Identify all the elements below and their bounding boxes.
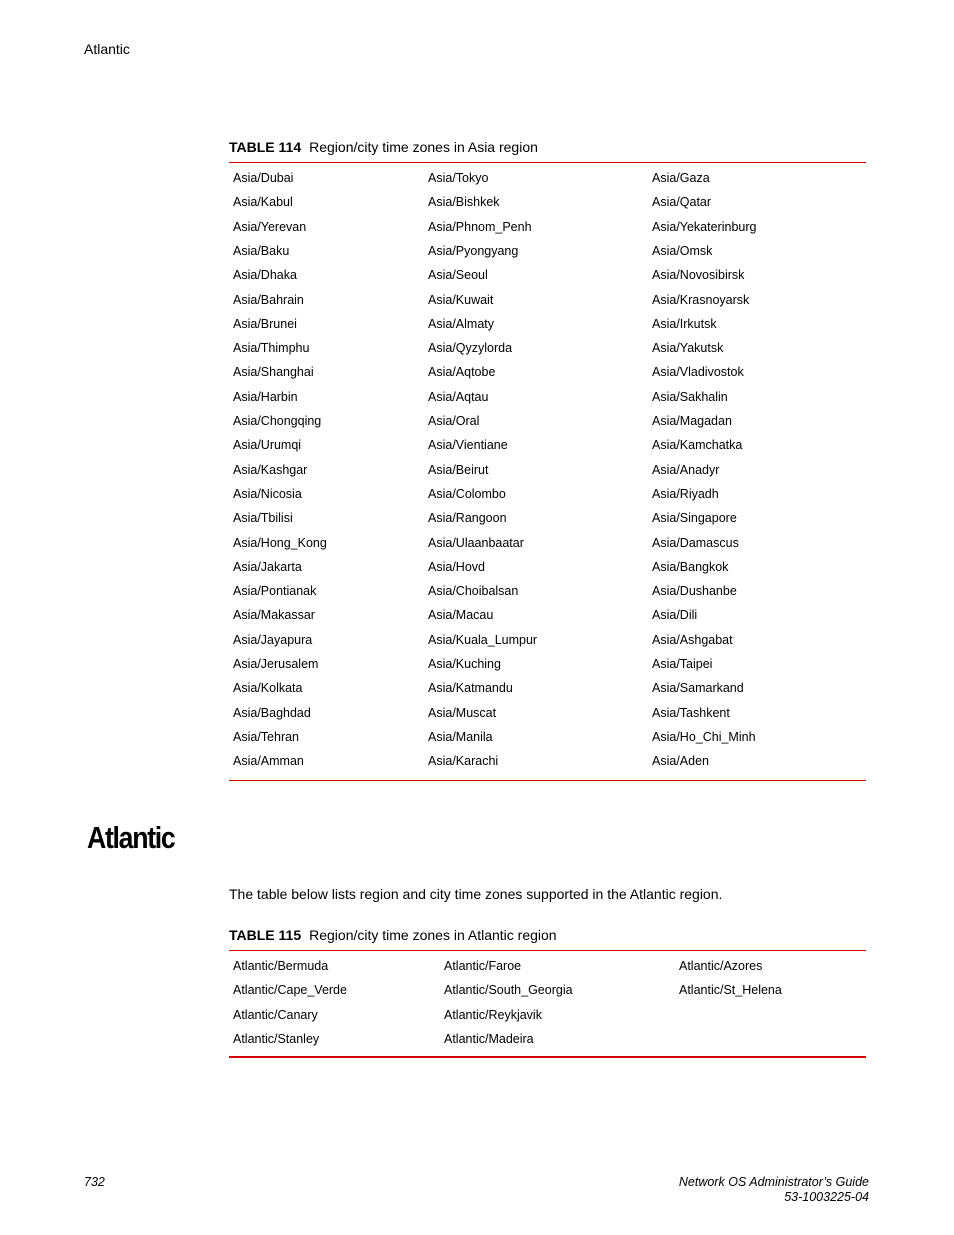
- table-cell: Asia/Phnom_Penh: [428, 219, 532, 234]
- table-row: [0, 268, 954, 292]
- table-cell: Asia/Kuala_Lumpur: [428, 632, 538, 647]
- table-cell: Asia/Shanghai: [233, 365, 314, 380]
- page-number: 732: [84, 1175, 105, 1189]
- table-cell: Asia/Yerevan: [233, 219, 307, 234]
- table-cell: Asia/Choibalsan: [428, 584, 519, 599]
- table-cell: Asia/Sakhalin: [652, 389, 728, 404]
- table-cell: Asia/Ulaanbaatar: [428, 535, 524, 550]
- table-cell: Asia/Macau: [428, 608, 494, 623]
- table-cell: Asia/Singapore: [652, 511, 737, 526]
- table-cell: Atlantic/St_Helena: [679, 983, 782, 998]
- table-cell: Asia/Colombo: [428, 486, 506, 501]
- footer-doc-title: Network OS Administrator’s Guide: [678, 1175, 869, 1189]
- table-cell: Asia/Vladivostok: [652, 365, 744, 380]
- table-cell: Atlantic/Stanley: [233, 1031, 320, 1046]
- table-cell: Asia/Aden: [652, 754, 709, 769]
- table-cell: Atlantic/Madeira: [444, 1031, 534, 1046]
- table-row: [0, 560, 954, 584]
- table-cell: Asia/Ho_Chi_Minh: [652, 729, 756, 744]
- table-row: [0, 608, 954, 632]
- table-cell: Asia/Manila: [428, 729, 493, 744]
- table-cell: Asia/Tokyo: [428, 171, 489, 185]
- footer-doc-number: 53-1003225-04: [784, 1190, 869, 1204]
- table-cell: Asia/Kolkata: [233, 681, 303, 696]
- table-cell: Asia/Amman: [233, 754, 304, 769]
- table-cell: Asia/Dushanbe: [652, 584, 737, 599]
- table-cell: Asia/Ashgabat: [652, 632, 733, 647]
- table-cell: Asia/Samarkand: [652, 681, 744, 696]
- table-row: [0, 438, 954, 462]
- table-cell: Asia/Krasnoyarsk: [652, 292, 750, 307]
- table-cell: Asia/Gaza: [652, 171, 710, 185]
- table-114-top-rule: [229, 162, 866, 163]
- table-cell: Asia/Vientiane: [428, 438, 508, 453]
- table-row: [0, 584, 954, 608]
- table-row: [0, 365, 954, 389]
- table-row: [0, 657, 954, 681]
- table-cell: Asia/Almaty: [428, 316, 494, 331]
- table-115-label: TABLE 115: [229, 927, 302, 943]
- table-cell: Asia/Irkutsk: [652, 316, 717, 331]
- section-title: Atlantic: [87, 820, 175, 855]
- table-cell: Asia/Tbilisi: [233, 511, 293, 526]
- section-intro: The table below lists region and city time zones supported in the Atlantic region.: [229, 886, 723, 902]
- table-cell: Asia/Pyongyang: [428, 243, 519, 258]
- table-cell: Atlantic/Azores: [679, 959, 763, 973]
- table-cell: Asia/Bangkok: [652, 559, 729, 574]
- table-row: [0, 341, 954, 365]
- table-cell: Asia/Tehran: [233, 729, 300, 744]
- table-row: [0, 293, 954, 317]
- table-cell: Asia/Kashgar: [233, 462, 308, 477]
- table-cell: Asia/Pontianak: [233, 584, 317, 599]
- table-114-caption: [229, 139, 538, 155]
- table-115-title: Region/city time zones in Atlantic region: [309, 927, 557, 943]
- table-row: [0, 220, 954, 244]
- table-cell: Asia/Katmandu: [428, 681, 513, 696]
- table-cell: Asia/Bahrain: [233, 292, 304, 307]
- table-cell: Asia/Omsk: [652, 243, 713, 258]
- table-115-top-rule: [229, 950, 866, 951]
- table-cell: Asia/Karachi: [428, 754, 499, 769]
- table-cell: Asia/Muscat: [428, 705, 497, 720]
- table-row: [0, 487, 954, 511]
- table-115-caption: [229, 927, 557, 943]
- table-114-title: Region/city time zones in Asia region: [309, 139, 538, 155]
- table-cell: Atlantic/South_Georgia: [444, 983, 573, 998]
- table-cell: Asia/Nicosia: [233, 486, 302, 501]
- table-cell: Asia/Kabul: [233, 195, 293, 210]
- table-row: [0, 536, 954, 560]
- table-cell: Asia/Kuching: [428, 657, 501, 671]
- table-cell: Asia/Aqtobe: [428, 365, 496, 380]
- table-cell: Atlantic/Faroe: [444, 959, 522, 973]
- table-row: [0, 706, 954, 730]
- table-cell: Asia/Dubai: [233, 171, 294, 185]
- table-row: [0, 983, 954, 1007]
- table-cell: Asia/Harbin: [233, 389, 298, 404]
- table-cell: Asia/Oral: [428, 414, 480, 428]
- table-cell: Asia/Qatar: [652, 195, 712, 210]
- table-row: [0, 1008, 954, 1032]
- table-cell: Asia/Damascus: [652, 535, 739, 550]
- table-cell: Asia/Anadyr: [652, 462, 720, 477]
- table-cell: Asia/Baku: [233, 243, 290, 258]
- table-cell: Atlantic/Bermuda: [233, 959, 329, 973]
- table-cell: Asia/Hong_Kong: [233, 535, 327, 550]
- table-row: [0, 244, 954, 268]
- table-cell: Asia/Tashkent: [652, 705, 730, 720]
- table-cell: Atlantic/Reykjavik: [444, 1007, 542, 1022]
- table-cell: Asia/Chongqing: [233, 414, 322, 428]
- table-row: [0, 171, 954, 195]
- table-cell: Asia/Hovd: [428, 559, 485, 574]
- table-row: [0, 754, 954, 778]
- table-cell: Asia/Taipei: [652, 657, 713, 671]
- table-cell: Atlantic/Cape_Verde: [233, 983, 347, 998]
- table-cell: Asia/Jayapura: [233, 632, 313, 647]
- table-cell: Asia/Kamchatka: [652, 438, 743, 453]
- table-cell: Asia/Dili: [652, 608, 698, 623]
- footer-doc-info: [679, 1175, 869, 1205]
- table-cell: Asia/Qyzylorda: [428, 341, 513, 356]
- table-row: [0, 414, 954, 438]
- table-cell: Asia/Dhaka: [233, 268, 297, 283]
- table-row: [0, 633, 954, 657]
- table-row: [0, 195, 954, 219]
- table-cell: Atlantic/Canary: [233, 1007, 318, 1022]
- table-row: [0, 317, 954, 341]
- table-115-bottom-rule: [229, 1056, 866, 1058]
- table-cell: Asia/Urumqi: [233, 438, 302, 453]
- table-cell: Asia/Aqtau: [428, 389, 489, 404]
- table-cell: Asia/Kuwait: [428, 292, 494, 307]
- table-cell: Asia/Seoul: [428, 268, 488, 283]
- table-row: [0, 390, 954, 414]
- table-cell: Asia/Rangoon: [428, 511, 507, 526]
- table-cell: Asia/Yekaterinburg: [652, 219, 757, 234]
- table-114-label: TABLE 114: [229, 139, 302, 155]
- table-cell: Asia/Magadan: [652, 414, 732, 428]
- table-row: [0, 730, 954, 754]
- table-cell: Asia/Riyadh: [652, 486, 719, 501]
- table-cell: Asia/Makassar: [233, 608, 315, 623]
- table-cell: Asia/Bishkek: [428, 195, 500, 210]
- table-cell: Asia/Novosibirsk: [652, 268, 745, 283]
- table-cell: Asia/Brunei: [233, 316, 297, 331]
- table-114-bottom-rule: [229, 780, 866, 781]
- running-head: Atlantic: [84, 41, 130, 57]
- table-row: [0, 959, 954, 983]
- table-row: [0, 463, 954, 487]
- table-cell: Asia/Jerusalem: [233, 657, 319, 671]
- table-row: [0, 1032, 954, 1056]
- table-cell: Asia/Jakarta: [233, 559, 302, 574]
- table-cell: Asia/Yakutsk: [652, 341, 724, 356]
- table-cell: Asia/Baghdad: [233, 705, 311, 720]
- table-row: [0, 681, 954, 705]
- table-cell: Asia/Beirut: [428, 462, 489, 477]
- table-cell: Asia/Thimphu: [233, 341, 310, 356]
- table-row: [0, 511, 954, 535]
